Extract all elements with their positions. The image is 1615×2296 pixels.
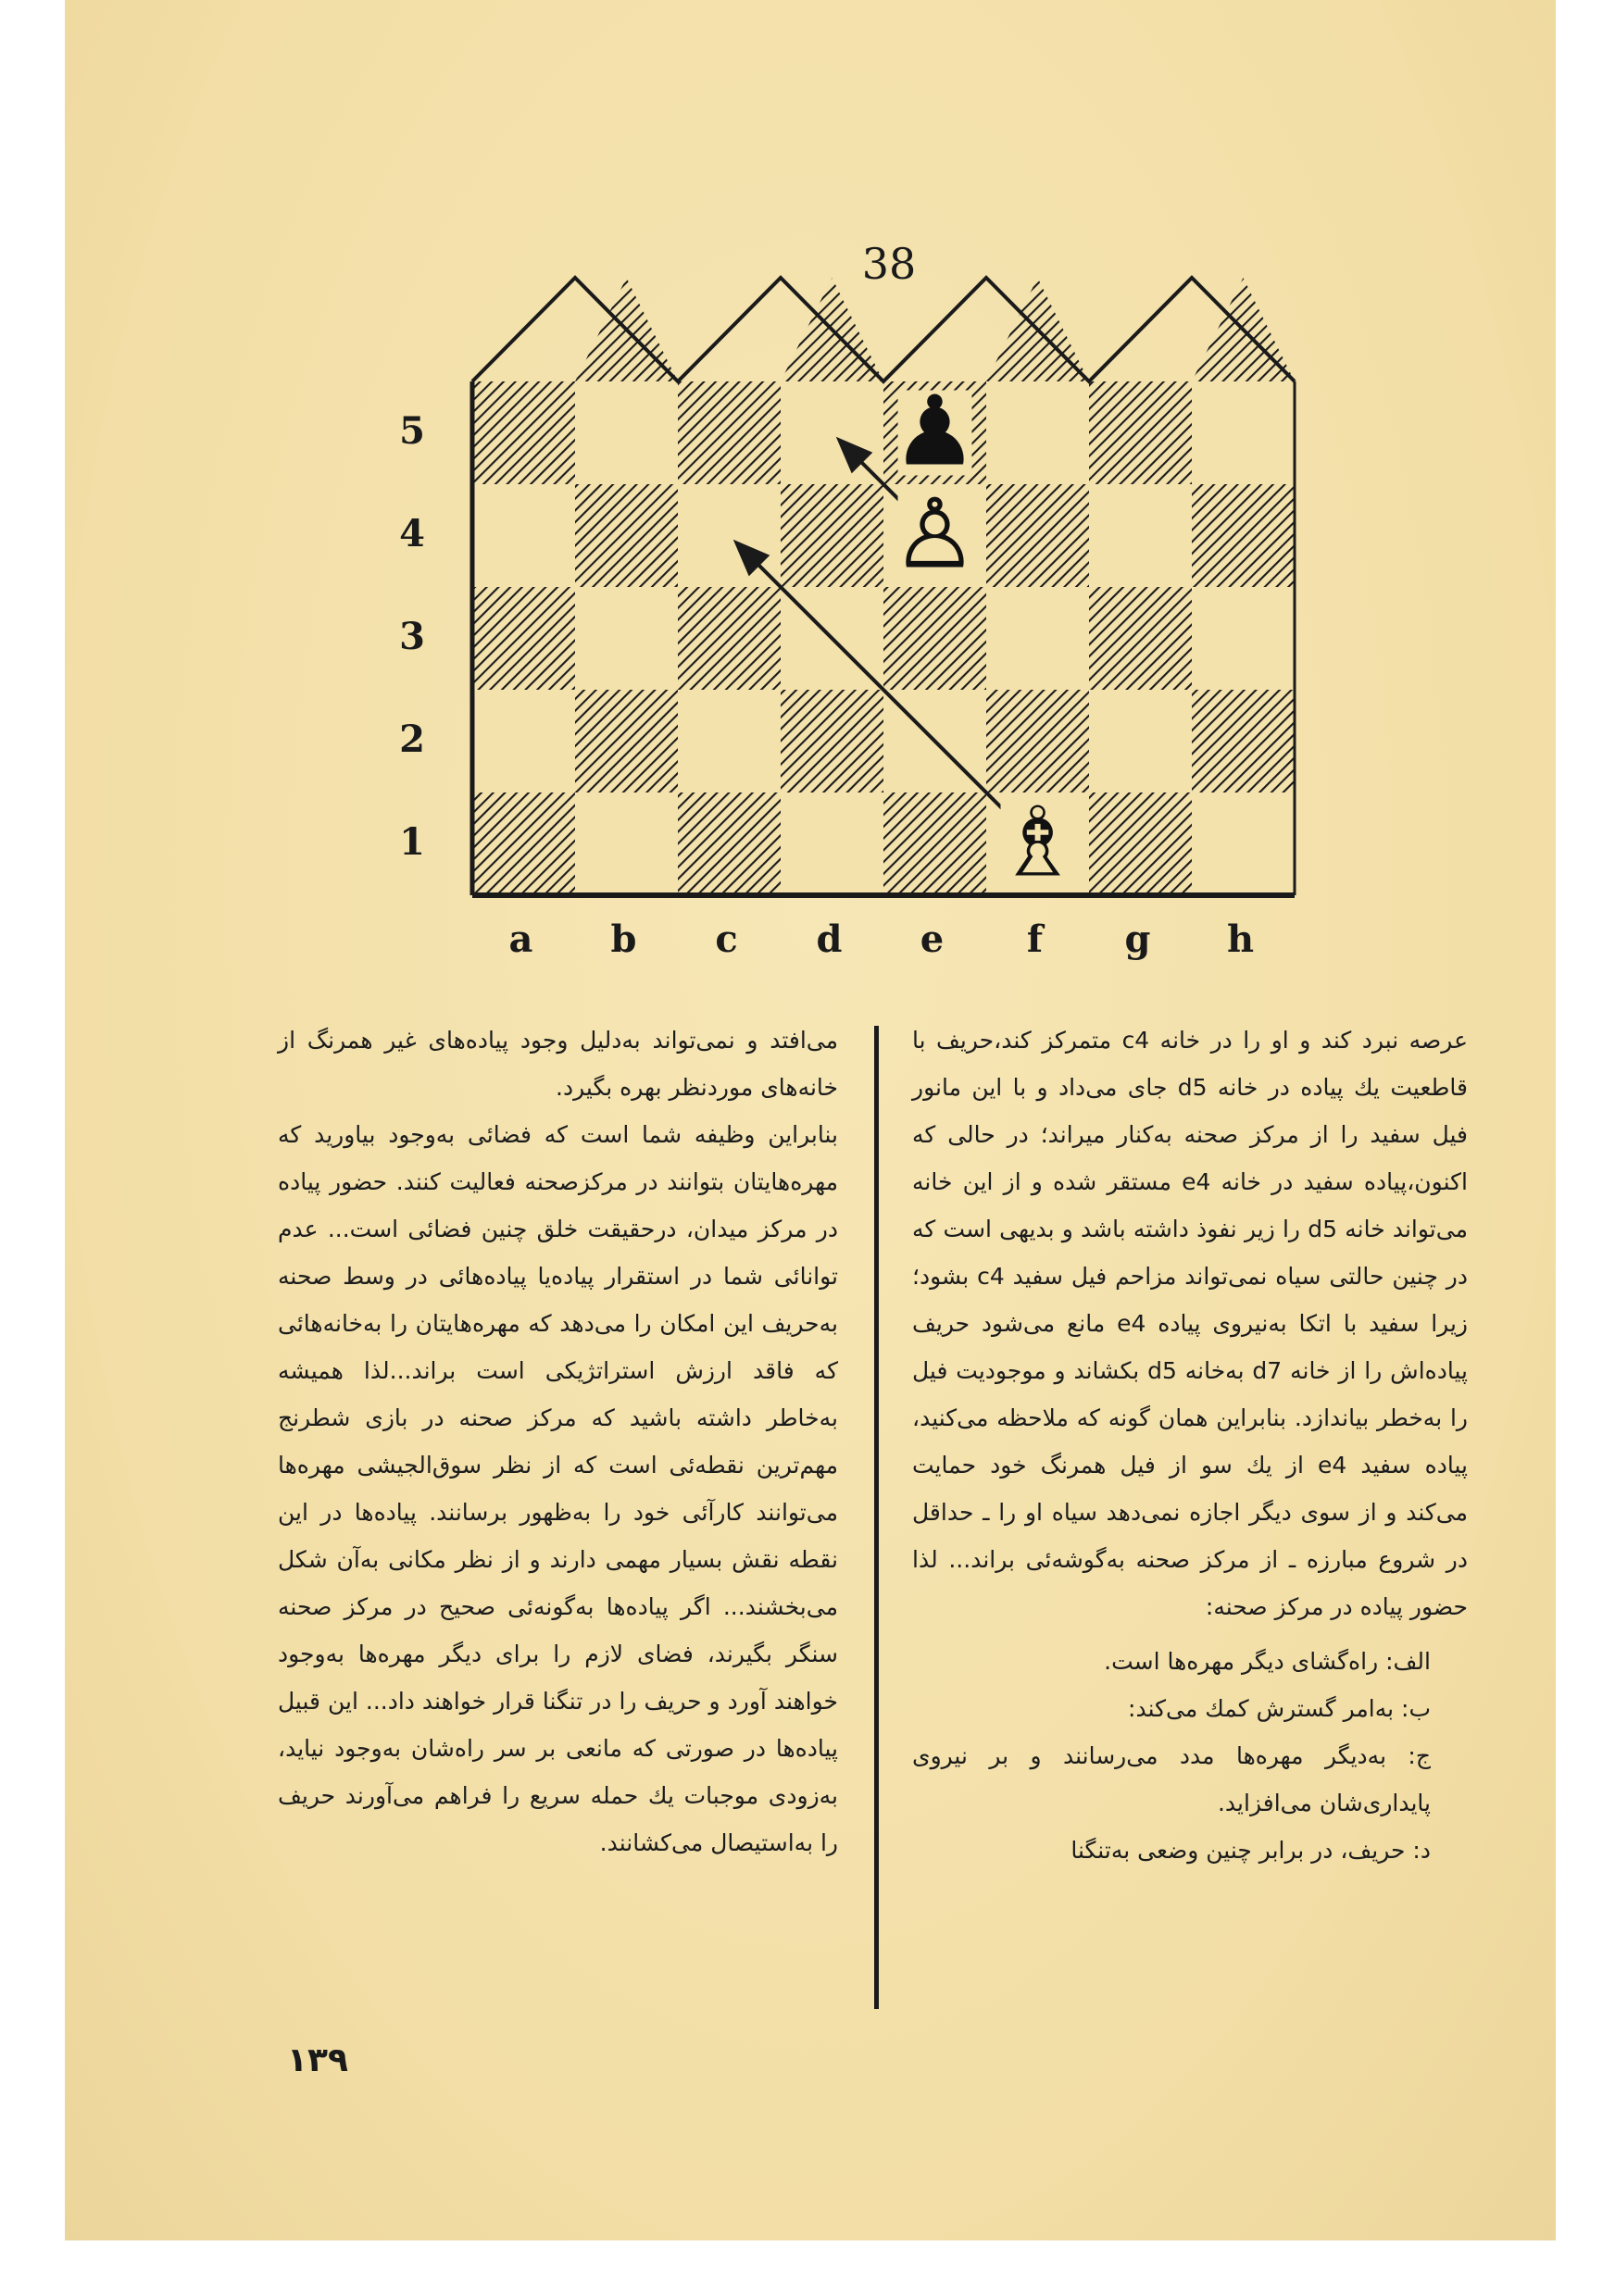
square-h3 xyxy=(1192,587,1295,690)
column-divider xyxy=(874,1026,879,2009)
rank-label-5: 5 xyxy=(399,408,425,453)
square-a1 xyxy=(472,792,575,895)
rank-label-1: 1 xyxy=(399,819,425,864)
square-a4 xyxy=(472,484,575,587)
file-label-h: h xyxy=(1226,917,1255,961)
paragraph: بنابراین وظیفه شما است که فضائی به‌وجود بیاورید که مهره‌هایتان بتوانند در مرکزصحنه فعالیت کنند. حضور پیاده در مرکز میدان، درحقیقت خلق چنین فضائی است... عدم توانائی شما در استقرار پیاده‌یا پیاده‌هائی در وسط صحنه به‌حریف این امکان را می‌دهد که مهره‌هایتان را به‌خانه‌هائی که فاقد ارزش استراتژیکی است براند...لذا همیشه به‌خاطر داشته باشید که مرکز صحنه در بازی شطرنج مهم‌ترین نقطه‌ئی است که از نظر سوق‌الجیشی مهره‌ها می‌توانند کارآئی خود را به‌ظهور برسانند. پیاده‌ها در این نقطه نقش بسیار مهمی دارند و از نظر مکانی به‌آن شکل می‌بخشند... اگر پیاده‌ها به‌گونه‌ئی صحیح در مرکز صحنه سنگر بگیرند، فضای لازم را برای دیگر مهره‌ها به‌وجود خواهند آورد و حریف را در تنگنا قرار خواهند داد... این قبیل پیاده‌ها در صورتی که مانعی بر سر راه‌شان به‌وجود نیاید، به‌زودی موجبات یك حمله سریع را فراهم می‌آورند حریف را به‌استیصال می‌کشانند. xyxy=(278,1121,838,1856)
square-c3 xyxy=(678,587,781,690)
paragraph: عرصه نبرد کند و او را در خانه c4 متمرکز کند،حریف با قاطعیت یك پیاده در خانه d5 جای می‌داد و با این مانور فیل سفید را از مرکز صحنه به‌کنار میراند؛ در حالی که اکنون،پیاده سفید در خانه e4 مستقر شده و از این خانه می‌تواند خانه d5 را زیر نفوذ داشته باشد و بدیهی است که در چنین حالتی سیاه نمی‌تواند مزاحم فیل سفید c4 بشود؛ زیرا سفید با اتکا به‌نیروی پیاده e4 مانع می‌شود حریف پیاده‌اش را از خانه d7 به‌خانه d5 بکشاند و موجودیت فیل را به‌خطر بیاندازد. بنابراین همان گونه که ملاحظه می‌کنید، پیاده سفید e4 از یك سو از فیل همرنگ خود حمایت می‌کند و از سوی دیگر اجازه نمی‌دهد سیاه او را ـ حداقل در شروع مبارزه ـ از مرکز صحنه به‌گوشه‌ئی براند... لذا حضور پیاده در مرکز صحنه: xyxy=(912,1027,1468,1620)
square-h4 xyxy=(1192,484,1295,587)
list-item: ج: به‌دیگر مهره‌ها مدد می‌رسانند و بر نیروی پایداری‌شان می‌افزاید. xyxy=(912,1742,1431,1816)
square-e3 xyxy=(883,587,986,690)
black-pawn-icon: ♟ xyxy=(891,374,979,488)
square-g4 xyxy=(1089,484,1192,587)
square-f5 xyxy=(986,381,1089,484)
text-column-left xyxy=(278,1017,838,1866)
square-g3 xyxy=(1089,587,1192,690)
square-a5 xyxy=(472,381,575,484)
square-b4 xyxy=(575,484,678,587)
diagram-number: 38 xyxy=(861,239,917,289)
paragraph: می‌افتد و نمی‌تواند به‌دلیل وجود پیاده‌های غیر همرنگ از خانه‌های موردنظر بهره بگیرد. xyxy=(278,1027,838,1101)
square-b3 xyxy=(575,587,678,690)
rank-label-2: 2 xyxy=(399,717,425,761)
square-f3 xyxy=(986,587,1089,690)
white-bishop-icon: ♗ xyxy=(994,785,1082,899)
square-c5 xyxy=(678,381,781,484)
file-label-c: c xyxy=(715,917,738,961)
square-b1 xyxy=(575,792,678,895)
square-h1 xyxy=(1192,792,1295,895)
center-pawn-benefits-list xyxy=(912,1638,1468,1874)
square-h5 xyxy=(1192,381,1295,484)
square-d4 xyxy=(781,484,883,587)
square-b5 xyxy=(575,381,678,484)
page-number: ۱۳۹ xyxy=(287,2041,348,2079)
file-label-a: a xyxy=(508,917,533,961)
square-d2 xyxy=(781,690,883,792)
square-c1 xyxy=(678,792,781,895)
rank-label-3: 3 xyxy=(399,614,425,658)
list-item: الف: راه‌گشای دیگر مهره‌ها است. xyxy=(1104,1648,1431,1675)
file-label-b: b xyxy=(610,917,637,961)
square-h2 xyxy=(1192,690,1295,792)
rank-label-4: 4 xyxy=(399,511,425,555)
square-c2 xyxy=(678,690,781,792)
file-label-f: f xyxy=(1026,917,1044,961)
square-g5 xyxy=(1089,381,1192,484)
square-d1 xyxy=(781,792,883,895)
file-label-d: d xyxy=(816,917,843,961)
file-label-e: e xyxy=(920,917,945,961)
board-squares xyxy=(472,381,1295,895)
chess-diagram xyxy=(0,0,1615,1000)
text-column-right xyxy=(912,1017,1468,1874)
square-f4 xyxy=(986,484,1089,587)
list-item: ب: به‌امر گسترش کمك می‌کند: xyxy=(1128,1695,1431,1722)
white-pawn-icon: ♙ xyxy=(891,477,979,591)
square-a2 xyxy=(472,690,575,792)
square-a3 xyxy=(472,587,575,690)
square-g2 xyxy=(1089,690,1192,792)
file-label-g: g xyxy=(1124,917,1151,961)
list-item: د: حریف، در برابر چنین وضعی به‌تنگنا xyxy=(1070,1837,1431,1864)
square-e1 xyxy=(883,792,986,895)
square-g1 xyxy=(1089,792,1192,895)
square-f2 xyxy=(986,690,1089,792)
square-b2 xyxy=(575,690,678,792)
